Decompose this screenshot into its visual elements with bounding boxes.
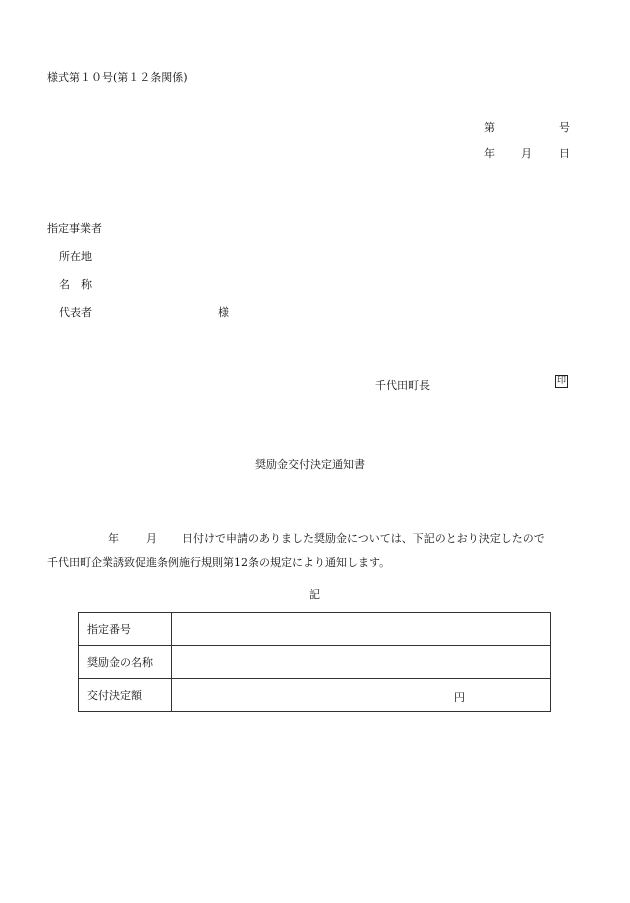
table-row (79, 646, 551, 679)
issuer-title: 千代田町長 (375, 379, 430, 392)
designation-number-field[interactable] (172, 613, 551, 646)
date-day: 日 (559, 147, 570, 160)
name-label: 名 称 (59, 278, 92, 291)
body-line1: 日付けで申請のありました奨励金については、下記のとおり決定したので (182, 532, 545, 545)
incentive-name-field[interactable] (172, 646, 551, 679)
doc-number-dai: 第 (484, 121, 495, 134)
recipient-heading: 指定事業者 (47, 222, 102, 235)
representative-label: 代表者 (59, 306, 92, 319)
seal-mark: 印 (556, 376, 566, 386)
document-title: 奨励金交付決定通知書 (255, 458, 365, 471)
details-table (78, 612, 551, 712)
honorific-sama: 様 (218, 306, 229, 319)
row-label-grant-amount: 交付決定額 (79, 679, 172, 712)
grant-amount-field[interactable] (172, 679, 551, 712)
body-month: 月 (146, 532, 157, 545)
form-number: 様式第１０号(第１２条関係) (47, 71, 188, 84)
yen-unit: 円 (454, 691, 465, 704)
address-label: 所在地 (59, 250, 92, 263)
ki-note: 記 (309, 588, 320, 601)
body-year: 年 (108, 532, 119, 545)
row-label-incentive-name: 奨励金の名称 (79, 646, 172, 679)
body-line2: 千代田町企業誘致促進条例施行規則第12条の規定により通知します。 (47, 556, 391, 569)
table-row (79, 679, 551, 712)
date-month: 月 (521, 147, 532, 160)
table-row (79, 613, 551, 646)
date-year: 年 (484, 147, 495, 160)
doc-number-go: 号 (559, 121, 570, 134)
row-label-designation-number: 指定番号 (79, 613, 172, 646)
